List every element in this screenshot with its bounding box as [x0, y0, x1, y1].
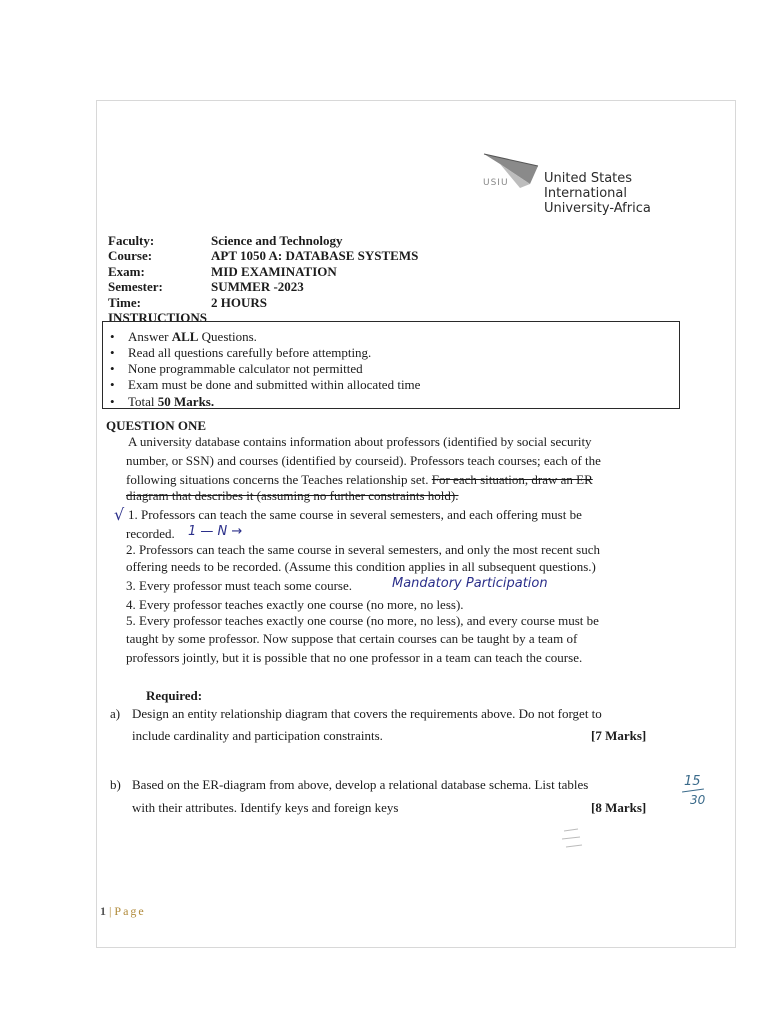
item-2-line-2: offering needs to be recorded. (Assume this condition applies in all subsequent questions.): [126, 559, 596, 574]
bullet-icon: •: [110, 329, 115, 344]
course-label: Course:: [108, 248, 153, 263]
bullet-icon: •: [110, 345, 115, 360]
part-a-letter: a): [110, 706, 121, 721]
bullet-icon: •: [110, 394, 115, 409]
item-4: 4. Every professor teaches exactly one course (no more, no less).: [126, 597, 464, 612]
faculty-value: Science and Technology: [211, 233, 343, 248]
course-value: APT 1050 A: DATABASE SYSTEMS: [211, 248, 419, 263]
part-b-letter: b): [110, 777, 121, 792]
logo-name: [544, 171, 651, 216]
instructions-heading: INSTRUCTIONS: [108, 310, 207, 325]
page-separator: |: [109, 904, 112, 918]
question-heading: QUESTION ONE: [106, 418, 207, 433]
page-footer: [100, 904, 146, 919]
pencil-scribble: [560, 825, 590, 855]
logo-line-2: International: [544, 186, 627, 201]
semester-label: Semester:: [108, 279, 163, 294]
page-number: 1: [100, 904, 106, 918]
part-a-marks: [7 Marks]: [591, 728, 647, 743]
logo-line-3: University-Africa: [544, 201, 651, 216]
page-word: Page: [114, 904, 146, 918]
item-5-line-3: professors jointly, but it is possible that no one professor in a team can teach the course.: [126, 650, 583, 665]
checkmark-icon: √: [114, 505, 125, 524]
exam-value: MID EXAMINATION: [211, 264, 337, 279]
handwritten-note-1: 1 — N →: [188, 524, 243, 539]
item-2-line-1: 2. Professors can teach the same course in several semesters, and only the most recent such: [126, 542, 600, 557]
time-value: 2 HOURS: [211, 295, 267, 310]
part-b-line-1: Based on the ER-diagram from above, develop a relational database schema. List tables: [132, 777, 589, 792]
university-logo: [480, 152, 540, 202]
logo-mark: USIU: [483, 178, 509, 188]
item-1-line-2: recorded.: [126, 526, 175, 541]
bullet-icon: •: [110, 377, 115, 392]
instruction-item: • Exam must be done and submitted within allocated time: [110, 377, 421, 392]
item-5-line-1: 5. Every professor teaches exactly one course (no more, no less), and every course must be: [126, 613, 599, 628]
struck-text: diagram that describes it (assuming no further constraints hold).: [126, 488, 459, 503]
faculty-label: Faculty:: [108, 233, 155, 248]
instruction-item: • Answer ALL Questions.: [110, 329, 257, 344]
item-5-line-2: taught by some professor. Now suppose that certain courses can be taught by a team of: [126, 631, 578, 646]
logo-line-1: United States: [544, 171, 633, 186]
part-b-line-2: with their attributes. Identify keys and foreign keys: [132, 800, 399, 815]
item-1-line-1: 1. Professors can teach the same course in several semesters, and each offering must be: [128, 507, 582, 522]
item-3: 3. Every professor must teach some course.: [126, 578, 352, 593]
time-label: Time:: [108, 295, 141, 310]
instruction-item: • None programmable calculator not permitted: [110, 361, 363, 376]
handwritten-note-3: Mandatory Participation: [392, 576, 548, 591]
instruction-item: • Total 50 Marks.: [110, 394, 215, 409]
intro-line-1: A university database contains information about professors (identified by social security: [128, 434, 592, 449]
bullet-icon: •: [110, 361, 115, 376]
exam-label: Exam:: [108, 264, 145, 279]
part-a-line-1: Design an entity relationship diagram that covers the requirements above. Do not forget to: [132, 706, 602, 721]
score-bottom: 30: [690, 793, 706, 807]
part-a-line-2: include cardinality and participation constraints.: [132, 728, 383, 743]
part-b-marks: [8 Marks]: [591, 800, 647, 815]
instruction-item: • Read all questions carefully before attempting.: [110, 345, 372, 360]
intro-line-3: following situations concerns the Teaches relationship set. For each situation, draw an ER: [126, 472, 593, 487]
struck-text: For each situation, draw an ER: [431, 472, 593, 487]
required-label: Required:: [146, 688, 203, 703]
intro-line-2: number, or SSN) and courses (identified by courseid). Professors teach courses; each of the: [126, 453, 601, 468]
score-top: 15: [684, 774, 701, 789]
semester-value: SUMMER -2023: [211, 279, 304, 294]
